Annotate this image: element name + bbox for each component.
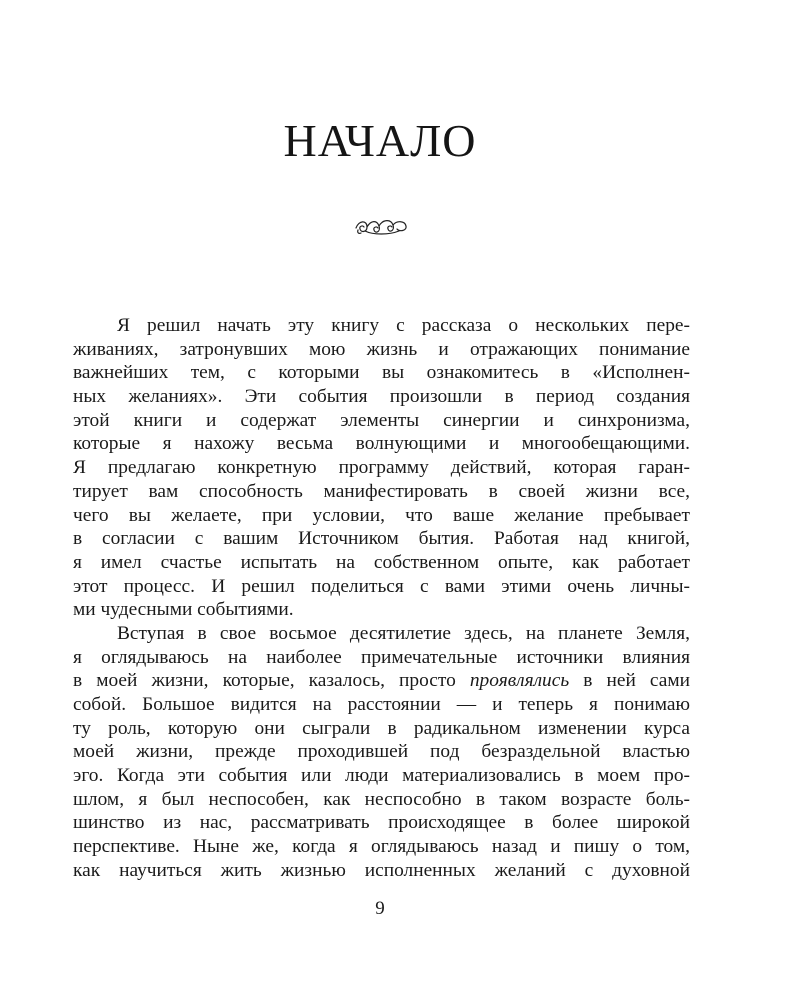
paragraph-1-line-6: которые я нахожу весьма волнующими и многообещающими. (73, 433, 690, 455)
paragraph-1-line-4: ных желаниях». Эти события произошли в период создания (73, 386, 690, 408)
paragraph-1-line-8: тирует вам способность манифестировать в своей жизни все, (73, 480, 690, 502)
paragraph-1-line-2: живаниях, затронувших мою жизнь и отражающих понимание (73, 338, 690, 360)
paragraph-1-line-12: этот процесс. И решил поделиться с вами этими очень личны- (73, 575, 690, 597)
paragraph-2-line-9: шинство из нас, рассматривать происходящее в более широкой (73, 812, 690, 834)
paragraph-2-line-3-end: в ней сами (583, 670, 690, 692)
paragraph-1-line-3: важнейших тем, с которыми вы ознакомитесь в «Исполнен- (73, 362, 690, 384)
paragraph-2-line-4: собой. Большое видится на расстоянии — и теперь я понимаю (73, 694, 690, 715)
body-text (73, 314, 690, 883)
paragraph-1-line-9: чего вы желаете, при условии, что ваше желание пребывает (73, 504, 690, 526)
chapter-title: НАЧАЛО (283, 115, 477, 166)
paragraph-2-line-3-start: в моей жизни, которые, казалось, просто (73, 670, 456, 692)
paragraph-1-line-7: Я предлагаю конкретную программу действий, которая гаран- (73, 457, 690, 479)
paragraph-2-line-5: ту роль, которую они сыграли в радикальном изменении курса (73, 717, 690, 739)
paragraph-2-line-6: моей жизни, прежде проходившей под безраздельной властью (73, 741, 690, 763)
paragraph-2-line-7: эго. Когда эти события или люди материализовались в моем про- (73, 765, 690, 787)
emphasized-word: проявлялись (469, 670, 570, 692)
paragraph-2-line-3 (73, 669, 690, 693)
paragraph-2-line-10: перспективе. Ныне же, когда я оглядываюсь назад и пишу о том, (73, 836, 690, 858)
paragraph-2-line-11: как научиться жить жизнью исполненных желаний с духовной (73, 859, 690, 881)
flourish-ornament-icon (353, 214, 409, 240)
paragraph-2-line-1: Вступая в свое восьмое десятилетие здесь, на планете Земля, (117, 622, 690, 644)
paragraph-1-line-5: этой книги и содержат элементы синергии и синхронизма, (73, 409, 690, 431)
paragraph-2-line-8: шлом, я был неспособен, как неспособно в таком возрасте боль- (73, 788, 690, 810)
paragraph-1-line-13: ми чудесными событиями. (73, 599, 294, 621)
paragraph-1-line-11: я имел счастье испытать на собственном опыте, как работает (73, 551, 690, 573)
paragraph-1-line-1: Я решил начать эту книгу с рассказа о нескольких пере- (117, 315, 690, 336)
paragraph-1-line-10: в согласии с вашим Источником бытия. Работая над книгой, (73, 528, 690, 550)
page-number: 9 (375, 898, 385, 919)
paragraph-2-line-2: я оглядываюсь на наиболее примечательные источники влияния (73, 646, 690, 668)
